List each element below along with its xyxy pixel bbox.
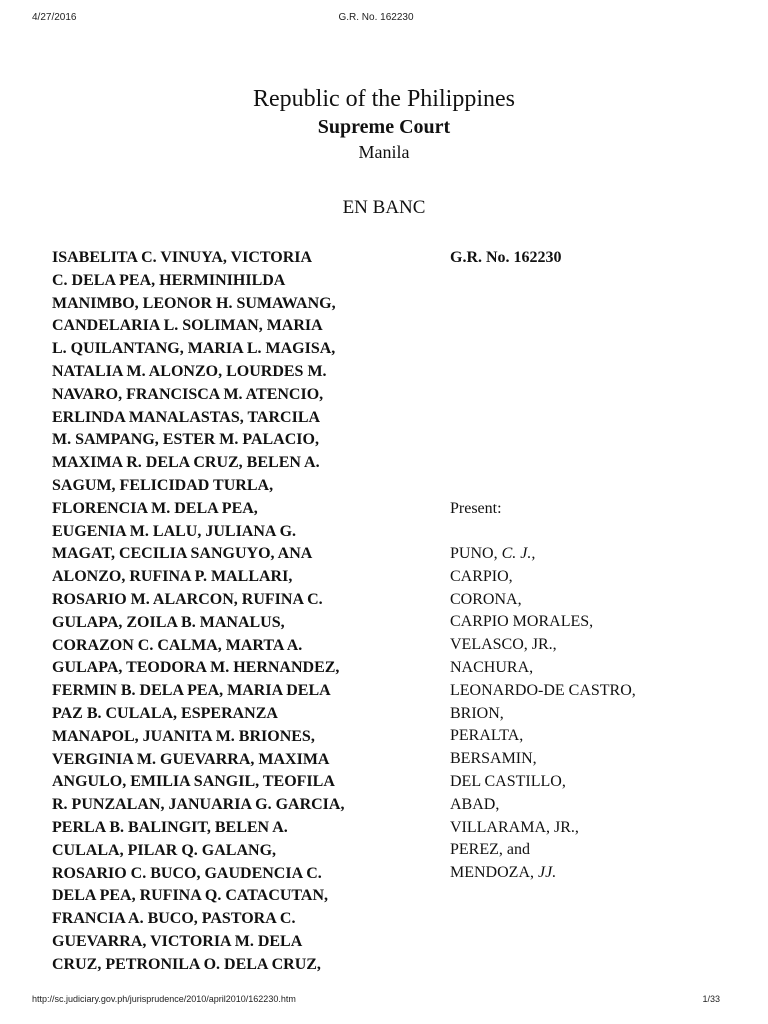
justice-item xyxy=(450,611,636,634)
petitioner-line: MANIMBO, LEONOR H. SUMAWANG, xyxy=(52,294,336,312)
division-label: EN BANC xyxy=(342,197,426,218)
justice-name: BRION, xyxy=(450,704,504,722)
petitioner-line: PERLA B. BALINGIT, BELEN A. xyxy=(52,818,288,836)
justice-item xyxy=(450,817,636,840)
court-name: Supreme Court xyxy=(317,116,451,138)
petitioner-line: NAVARO, FRANCISCA M. ATENCIO, xyxy=(52,385,324,403)
justice-item xyxy=(450,748,636,771)
petitioner-line: M. SAMPANG, ESTER M. PALACIO, xyxy=(52,431,319,449)
justice-item xyxy=(450,634,636,657)
justice-item xyxy=(450,680,636,703)
petitioner-line: MAXIMA R. DELA CRUZ, BELEN A. xyxy=(52,454,320,472)
justice-name: NACHURA, xyxy=(450,658,534,676)
court-heading xyxy=(0,84,768,164)
court-city: Manila xyxy=(358,142,410,162)
justice-title: JJ. xyxy=(538,864,557,882)
justice-item xyxy=(450,703,636,726)
justice-item xyxy=(450,839,636,862)
petitioner-line: VERGINIA M. GUEVARRA, MAXIMA xyxy=(52,750,330,768)
petitioner-line: CANDELARIA L. SOLIMAN, MARIA xyxy=(52,317,323,335)
justice-list xyxy=(450,543,636,885)
petitioner-line: R. PUNZALAN, JANUARIA G. GARCIA, xyxy=(52,796,345,814)
petitioner-line: ROSARIO M. ALARCON, RUFINA C. xyxy=(52,590,323,608)
justice-name: CORONA, xyxy=(450,590,522,608)
petitioner-line: CORAZON C. CALMA, MARTA A. xyxy=(52,636,303,654)
petitioner-line: GULAPA, ZOILA B. MANALUS, xyxy=(52,613,285,631)
petitioner-line: SAGUM, FELICIDAD TURLA, xyxy=(52,476,274,494)
petitioner-line: MANAPOL, JUANITA M. BRIONES, xyxy=(52,727,315,745)
justice-name: VILLARAMA, JR., xyxy=(450,818,579,836)
justice-item xyxy=(450,657,636,680)
print-header xyxy=(32,12,720,26)
justice-name: VELASCO, JR., xyxy=(450,636,557,654)
case-number: G.R. No. 162230 xyxy=(450,249,562,266)
petitioner-line: C. DELA PEA, HERMINIHILDA xyxy=(52,271,286,289)
petitioner-line: GUEVARRA, VICTORIA M. DELA xyxy=(52,932,303,950)
petitioner-line: ERLINDA MANALASTAS, TARCILA xyxy=(52,408,321,426)
petitioner-line: PAZ B. CULALA, ESPERANZA xyxy=(52,704,278,722)
print-footer xyxy=(32,994,720,1008)
petitioner-line: DELA PEA, RUFINA Q. CATACUTAN, xyxy=(52,887,329,905)
justice-name: MENDOZA, xyxy=(450,864,538,882)
petitioner-line: ROSARIO C. BUCO, GAUDENCIA C. xyxy=(52,864,322,882)
justice-name: DEL CASTILLO, xyxy=(450,772,566,790)
justice-item xyxy=(450,589,636,612)
republic-line: Republic of the Philippines xyxy=(253,86,515,112)
print-date: 4/27/2016 xyxy=(32,12,77,23)
justice-name: CARPIO, xyxy=(450,567,513,585)
justice-item xyxy=(450,566,636,589)
petitioner-line: ISABELITA C. VINUYA, VICTORIA xyxy=(52,249,313,266)
print-title: G.R. No. 162230 xyxy=(338,12,414,23)
petitioner-line: CRUZ, PETRONILA O. DELA CRUZ, xyxy=(52,955,321,973)
petitioner-line: ANGULO, EMILIA SANGIL, TEOFILA xyxy=(52,773,335,791)
justice-item xyxy=(450,771,636,794)
petitioner-line: FRANCIA A. BUCO, PASTORA C. xyxy=(52,910,296,928)
justice-name: LEONARDO-DE CASTRO, xyxy=(450,681,636,699)
petitioner-list xyxy=(52,247,422,977)
justice-item xyxy=(450,725,636,748)
petitioner-line: ALONZO, RUFINA P. MALLARI, xyxy=(52,568,293,586)
petitioner-line: FLORENCIA M. DELA PEA, xyxy=(52,499,258,517)
justice-name: PERALTA, xyxy=(450,727,524,745)
petitioner-line: NATALIA M. ALONZO, LOURDES M. xyxy=(52,362,327,380)
justice-name: ABAD, xyxy=(450,795,500,813)
petitioner-line: CULALA, PILAR Q. GALANG, xyxy=(52,841,277,859)
present-label: Present: xyxy=(450,500,502,517)
justice-title: C. J., xyxy=(501,545,536,562)
justice-name: PUNO, xyxy=(450,545,502,562)
petitioner-line: FERMIN B. DELA PEA, MARIA DELA xyxy=(52,682,331,700)
justice-item xyxy=(450,543,636,566)
justice-name: CARPIO MORALES, xyxy=(450,613,594,631)
justice-item xyxy=(450,862,636,885)
page-number: 1/33 xyxy=(702,994,720,1004)
petitioner-line: EUGENIA M. LALU, JULIANA G. xyxy=(52,522,297,540)
petitioner-line: L. QUILANTANG, MARIA L. MAGISA, xyxy=(52,340,336,358)
justice-item xyxy=(450,794,636,817)
petitioner-line: GULAPA, TEODORA M. HERNANDEZ, xyxy=(52,659,340,677)
justice-name: PEREZ, and xyxy=(450,841,530,859)
justice-name: BERSAMIN, xyxy=(450,750,537,768)
source-url: http://sc.judiciary.gov.ph/jurisprudence/2010/april2010/162230.htm xyxy=(32,994,296,1004)
petitioner-line: MAGAT, CECILIA SANGUYO, ANA xyxy=(52,545,313,563)
